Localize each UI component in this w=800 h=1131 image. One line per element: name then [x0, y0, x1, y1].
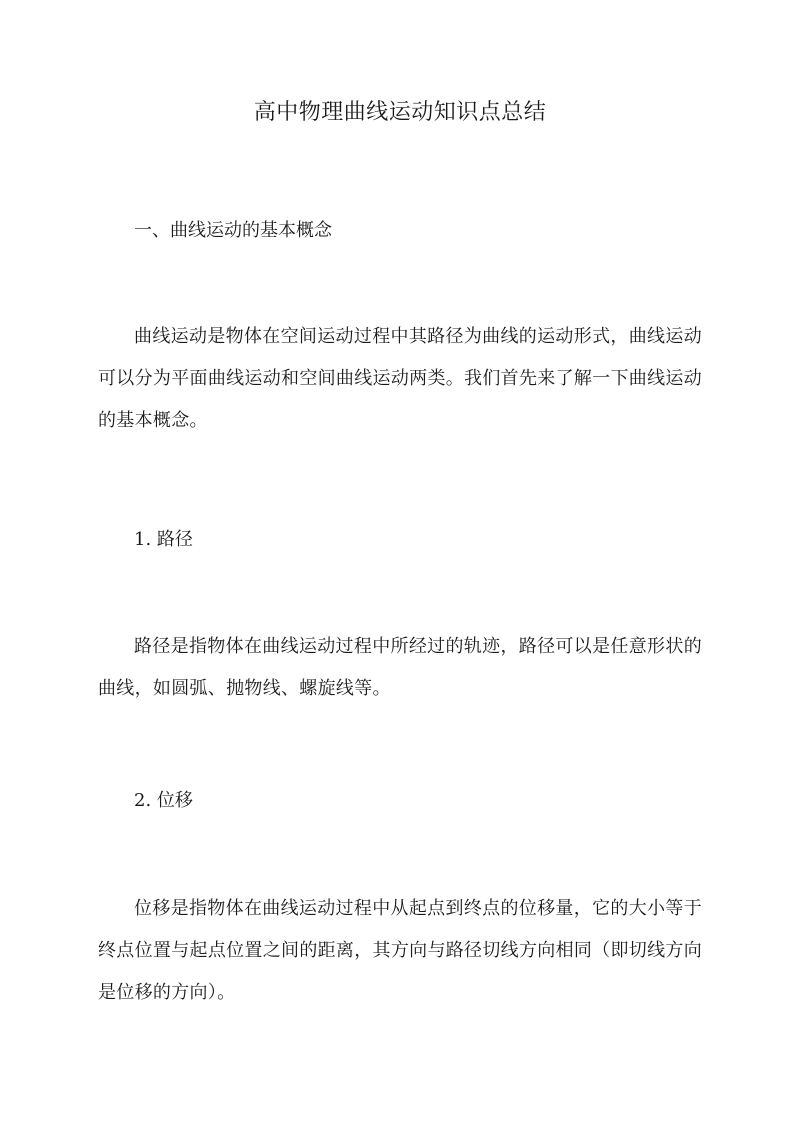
- paragraph-displacement: 位移是指物体在曲线运动过程中从起点到终点的位移量，它的大小等于终点位置与起点位置之间的距离，其方向与路径切线方向相同（即切线方向是位移的方向）。: [98, 898, 702, 1003]
- section-heading-displacement: 2. 位移: [134, 790, 193, 811]
- paragraph-path: 路径是指物体在曲线运动过程中所经过的轨迹，路径可以是任意形状的曲线，如圆弧、抛物线、螺旋线等。: [98, 636, 702, 699]
- paragraph-basic-concepts: 曲线运动是物体在空间运动过程中其路径为曲线的运动形式，曲线运动可以分为平面曲线运动和空间曲线运动两类。我们首先来了解一下曲线运动的基本概念。: [98, 326, 702, 431]
- section-heading-basic-concepts: 一、曲线运动的基本概念: [134, 220, 332, 241]
- document-title: 高中物理曲线运动知识点总结: [253, 100, 547, 125]
- section-heading-path: 1. 路径: [134, 529, 193, 550]
